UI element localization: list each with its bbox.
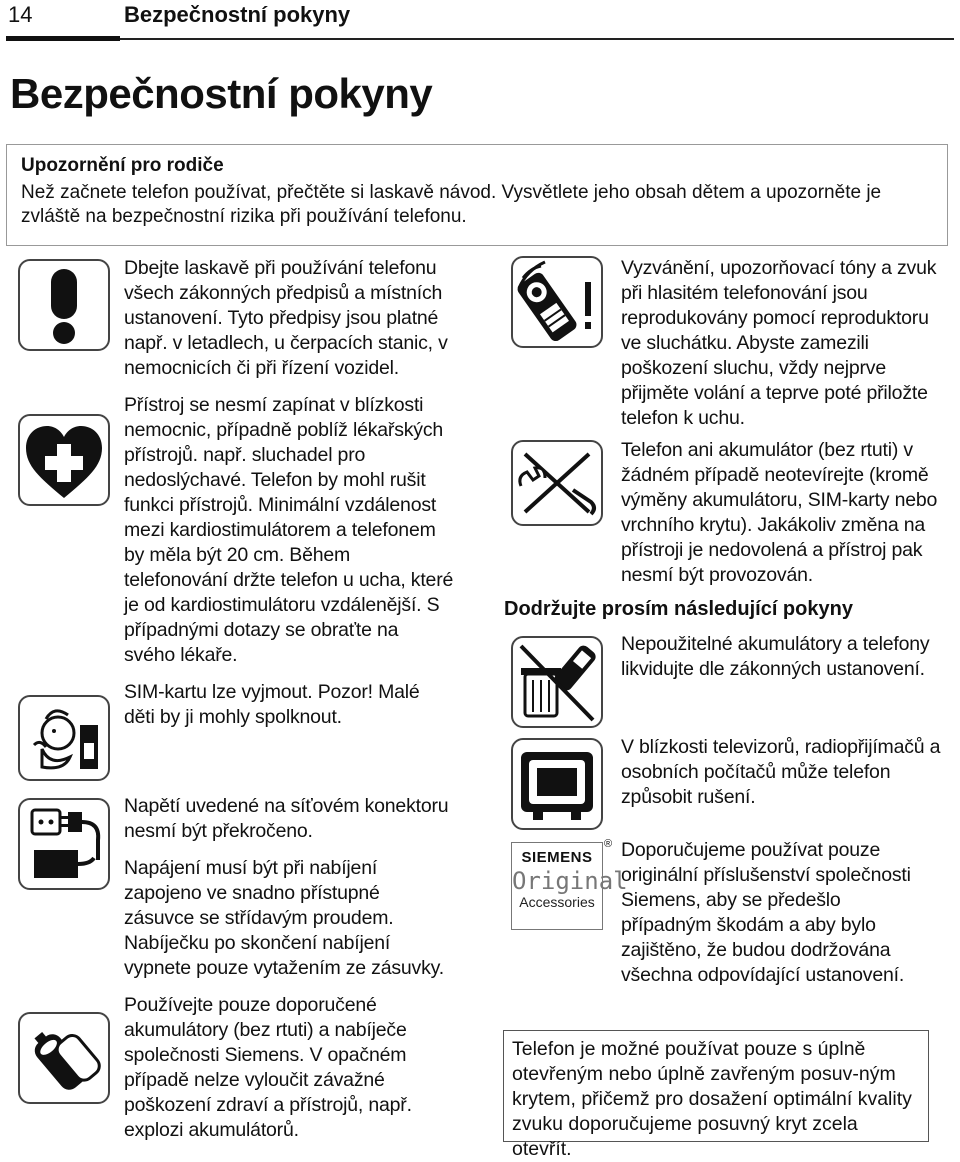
parent-notice-text: Než začnete telefon používat, přečtěte si laskavě návod. Vysvětlete jeho obsah dětem a upozorněte je zvláště na bezpečnostní rizika při používání telefonu. — [21, 182, 882, 227]
paragraph-sim-card: SIM-kartu lze vyjmout. Pozor! Malé děti by ji mohly spolknout. — [124, 681, 420, 728]
header-rule — [6, 38, 954, 40]
paragraph-regulations: Dbejte laskavě při používání telefonu všech zákonných předpisů a místních ustanovení. Tyto předpisy jsou platné např. v letadlech, u čerpacích stanic, v nemocnicích či při řízení vozidel. — [124, 257, 448, 379]
paragraph-interference: V blízkosti televizorů, radiopřijímačů a osobních počítačů může telefon způsobit rušení. — [621, 736, 941, 808]
logo-original: Original — [512, 867, 628, 895]
paragraph-voltage: Napětí uvedené na síťovém konektoru nesmí být překročeno. — [124, 795, 449, 842]
paragraph-batteries: Používejte pouze doporučené akumulátory (bez rtuti) a nabíječe společnosti Siemens. V opačném případě nelze vyloučit závažné poškození zdraví a přístrojů, např. explozi akumulátorů. — [124, 994, 412, 1141]
left-text-block-1 — [124, 256, 454, 742]
logo-brand: SIEMENS — [521, 849, 593, 866]
logo-accessories: Accessories — [519, 894, 595, 910]
paragraph-hearing: Vyzvánění, upozorňovací tóny a zvuk při hlasitém telefonování jsou reprodukovány pomocí reproduktoru ve sluchátku. Abyste zamezili poškození sluchu, vždy nejprve přijměte volání a teprve poté přiložte telefon k uchu. — [621, 257, 937, 429]
paragraph-disposal: Nepoužitelné akumulátory a telefony likvidujte dle zákonných ustanovení. — [621, 633, 930, 680]
parent-notice-heading: Upozornění pro rodiče — [21, 155, 224, 176]
paragraph-do-not-open: Telefon ani akumulátor (bez rtuti) v žádném případě neotevírejte (kromě výměny akumulátoru, SIM-karty nebo vrchního krytu). Jakákoliv změna na přístroji je nedovolená a přístroj pak nesmí být provozován. — [621, 439, 938, 586]
tv-icon — [511, 738, 603, 830]
power-outlet-charger-icon — [18, 798, 110, 890]
registered-mark: ® — [604, 838, 613, 850]
siemens-original-accessories-logo — [511, 842, 628, 930]
no-trash-bin-icon — [511, 636, 603, 728]
left-text-block-2 — [124, 794, 454, 1155]
parent-notice-box — [6, 144, 948, 246]
paragraph-charging: Napájení musí být při nabíjení zapojeno ve snadno přístupné zásuvce se střídavým proudem. Nabíječku po skončení nabíjení vypnete pouze vytažením ze zásuvky. — [124, 857, 444, 979]
no-tools-icon — [511, 440, 603, 526]
exclamation-icon — [18, 259, 110, 351]
paragraph-medical: Přístroj se nesmí zapínat v blízkosti nemocnic, případně poblíž lékařských přístrojů. např. sluchadel pro nedoslýchavé. Telefon by mohl rušit funkci přístrojů. Minimální vzdálenost mezi kardiostimulátorem a telefonem by měla být 20 cm. Během telefonování držte telefon u ucha, které je od kardiostimulátoru vzdálenější. S případnými dotazy se obraťte na svého lékaře. — [124, 394, 454, 666]
header-rule-accent — [6, 36, 120, 41]
page-number: 14 — [8, 2, 33, 27]
baby-sim-icon — [18, 695, 110, 781]
slider-cover-note: Telefon je možné používat pouze s úplně otevřeným nebo úplně zavřeným posuv-ným krytem, přičemž pro dosažení optimální kvality zvuku doporučujeme posuvný kryt zcela otevřít. — [503, 1030, 929, 1142]
page-title: Bezpečnostní pokyny — [10, 70, 433, 117]
running-header: Bezpečnostní pokyny — [124, 2, 351, 27]
paragraph-original-accessories: Doporučujeme používat pouze originální příslušenství společnosti Siemens, aby se předešlo případným škodám a aby bylo zajištěno, že budou dodržována všechna odpovídající ustanovení. — [621, 839, 911, 986]
medical-heart-icon — [18, 414, 110, 506]
battery-icon — [18, 1012, 110, 1104]
ringing-phone-icon — [511, 256, 603, 348]
subheading-guidelines: Dodržujte prosím následující pokyny — [504, 598, 853, 620]
